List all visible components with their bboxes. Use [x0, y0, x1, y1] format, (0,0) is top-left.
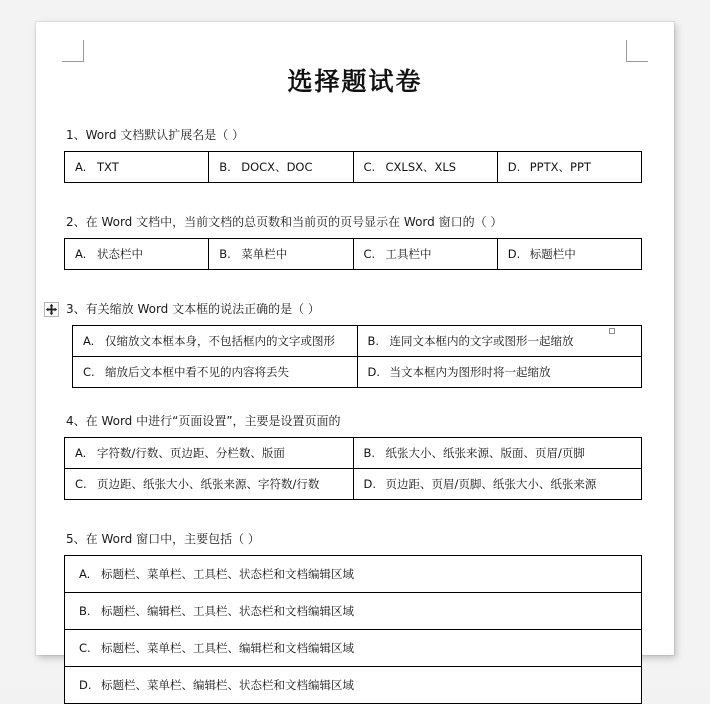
options-table-5[interactable]	[64, 555, 642, 704]
table-resize-handle-icon[interactable]	[609, 328, 615, 334]
option-text: 标题栏、菜单栏、编辑栏、状态栏和文档编辑区域	[101, 678, 354, 692]
option-cell-3-c[interactable]	[73, 357, 358, 388]
option-label: B.	[219, 160, 231, 174]
page-title: 选择题试卷	[287, 67, 423, 96]
table-row	[73, 326, 642, 357]
question-block-2	[36, 213, 674, 270]
table-row	[65, 556, 642, 593]
option-cell-4-a[interactable]	[65, 438, 354, 469]
option-text: 菜单栏中	[241, 247, 288, 261]
block-spacer	[36, 183, 674, 213]
option-label: D.	[507, 160, 521, 174]
table-row	[65, 593, 642, 630]
option-label: A.	[75, 446, 87, 460]
question-prompt-3: 3、有关缩放 Word 文本框的说法正确的是（ ）	[66, 302, 320, 316]
option-cell-5-a[interactable]	[65, 556, 642, 593]
option-cell-3-a[interactable]	[73, 326, 358, 357]
document-page[interactable]	[36, 22, 674, 692]
option-cell-4-b[interactable]	[353, 438, 642, 469]
option-cell-4-c[interactable]	[65, 469, 354, 500]
option-cell-1-b[interactable]	[209, 152, 353, 183]
option-text: 字符数/行数、页边距、分栏数、版面	[97, 446, 285, 460]
options-table-3[interactable]	[72, 325, 642, 388]
option-label: C.	[363, 160, 376, 174]
option-text: TXT	[97, 160, 119, 174]
option-label: D.	[507, 247, 521, 261]
option-label: A.	[75, 160, 87, 174]
option-text: 状态栏中	[97, 247, 143, 261]
option-label: A.	[79, 567, 91, 581]
option-text: 工具栏中	[385, 247, 432, 261]
question-prompt-1: 1、Word 文档默认扩展名是（ ）	[66, 128, 245, 142]
option-text: 标题栏、编辑栏、工具栏、状态栏和文档编辑区域	[101, 604, 354, 618]
option-text: 标题栏中	[529, 247, 576, 261]
table-row	[65, 438, 642, 469]
option-cell-5-b[interactable]	[65, 593, 642, 630]
option-label: C.	[363, 247, 376, 261]
table-row	[65, 667, 642, 704]
question-block-4	[36, 412, 674, 500]
table-row	[65, 239, 642, 270]
options-table-2[interactable]	[64, 238, 642, 270]
option-text: DOCX、DOC	[241, 160, 313, 174]
option-text: 当文本框内为图形时将一起缩放	[389, 365, 551, 379]
option-label: B.	[363, 446, 376, 460]
option-label: B.	[219, 247, 231, 261]
question-prompt-5: 5、在 Word 窗口中，主要包括（ ）	[66, 532, 260, 546]
table-row	[65, 630, 642, 667]
option-label: A.	[75, 247, 87, 261]
option-text: 仅缩放文本框本身，不包括框内的文字或图形	[105, 334, 335, 348]
option-cell-1-c[interactable]	[353, 152, 497, 183]
table-row	[65, 469, 642, 500]
option-cell-2-c[interactable]	[353, 239, 497, 270]
table-row	[65, 152, 642, 183]
option-cell-2-a[interactable]	[65, 239, 209, 270]
option-label: C.	[79, 641, 91, 655]
option-text: 纸张大小、纸张来源、版面、页眉/页脚	[385, 446, 585, 460]
option-label: C.	[75, 477, 87, 491]
block-spacer	[36, 270, 674, 300]
option-cell-5-d[interactable]	[65, 667, 642, 704]
option-text: 标题栏、菜单栏、工具栏、状态栏和文档编辑区域	[101, 567, 354, 581]
option-text: PPTX、PPT	[529, 160, 591, 174]
question-block-5	[36, 530, 674, 704]
option-cell-2-b[interactable]	[209, 239, 353, 270]
option-cell-3-d[interactable]	[357, 357, 642, 388]
option-text: CXLSX、XLS	[385, 160, 457, 174]
question-block-1	[36, 126, 674, 183]
page-content	[36, 22, 674, 704]
option-text: 页边距、页眉/页脚、纸张大小、纸张来源	[385, 477, 597, 491]
options-table-4[interactable]	[64, 437, 642, 500]
question-prompt-2: 2、在 Word 文档中，当前文档的总页数和当前页的页号显示在 Word 窗口的（ ）	[66, 215, 503, 229]
question-prompt-4: 4、在 Word 中进行“页面设置”，主要是设置页面的	[66, 414, 341, 428]
option-label: B.	[367, 334, 380, 348]
option-label: D.	[79, 678, 92, 692]
table-move-handle-icon[interactable]	[44, 302, 59, 317]
option-cell-1-d[interactable]	[497, 152, 641, 183]
option-text: 页边距、纸张大小、纸张来源、字符数/行数	[97, 477, 320, 491]
option-cell-1-a[interactable]	[65, 152, 209, 183]
option-cell-3-b[interactable]	[357, 326, 642, 357]
option-label: D.	[363, 477, 377, 491]
option-text: 标题栏、菜单栏、工具栏、编辑栏和文档编辑区域	[101, 641, 354, 655]
option-label: D.	[367, 365, 381, 379]
option-label: B.	[79, 604, 91, 618]
option-label: A.	[83, 334, 95, 348]
option-cell-2-d[interactable]	[497, 239, 641, 270]
option-text: 连同文本框内的文字或图形一起缩放	[389, 334, 574, 348]
block-spacer	[36, 388, 674, 412]
option-cell-4-d[interactable]	[353, 469, 642, 500]
question-block-3	[36, 300, 674, 388]
option-cell-5-c[interactable]	[65, 630, 642, 667]
table-row	[73, 357, 642, 388]
options-table-1[interactable]	[64, 151, 642, 183]
block-spacer	[36, 500, 674, 530]
option-label: C.	[83, 365, 95, 379]
option-text: 缩放后文本框中看不见的内容将丢失	[105, 365, 289, 379]
